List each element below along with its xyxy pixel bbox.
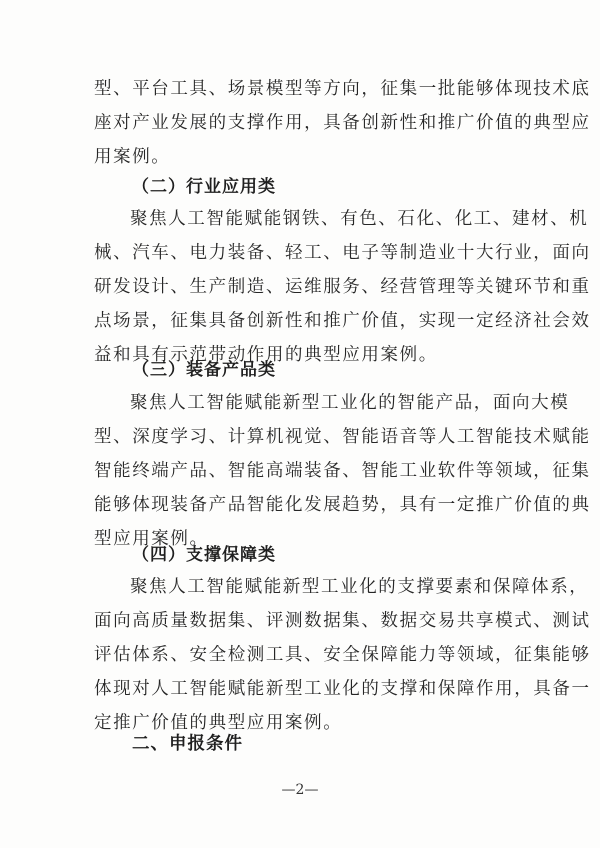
paragraph-line: 智能终端产品、智能高端装备、智能工业软件等领域，征集 <box>94 461 591 481</box>
paragraph-line: 械、汽车、电力装备、轻工、电子等制造业十大行业，面向 <box>94 243 591 263</box>
paragraph-line: 型应用案例。 <box>94 529 209 549</box>
paragraph-line: 研发设计、生产制造、运维服务、经营管理等关键环节和重 <box>94 277 591 297</box>
section-heading-support: （四）支撑保障类 <box>132 545 276 565</box>
section-heading-conditions: 二、申报条件 <box>132 734 243 754</box>
paragraph-line: 评估体系、安全检测工具、安全保障能力等领域，征集能够 <box>94 645 591 665</box>
paragraph-line: 定推广价值的典型应用案例。 <box>94 713 343 733</box>
support-paragraph <box>94 570 591 740</box>
paragraph-line: 型、平台工具、场景模型等方向，征集一批能够体现技术底 <box>94 79 591 99</box>
paragraph-line: 用案例。 <box>94 147 171 167</box>
page-number: —2— <box>281 782 319 798</box>
paragraph-line: 面向高质量数据集、评测数据集、数据交易共享模式、测试 <box>94 611 591 631</box>
equipment-paragraph <box>94 386 591 556</box>
paragraph-line: 聚焦人工智能赋能新型工业化的支撑要素和保障体系， <box>130 577 589 597</box>
paragraph-line: 聚焦人工智能赋能新型工业化的智能产品，面向大模 <box>130 393 570 413</box>
paragraph-line: 能够体现装备产品智能化发展趋势，具有一定推广价值的典 <box>94 495 591 515</box>
section-heading-equipment: （三）装备产品类 <box>132 360 276 380</box>
paragraph-line: 聚焦人工智能赋能钢铁、有色、石化、化工、建材、机 <box>130 209 589 229</box>
paragraph-line: 型、深度学习、计算机视觉、智能语音等人工智能技术赋能 <box>94 427 591 447</box>
industry-paragraph <box>94 202 591 372</box>
paragraph-line: 座对产业发展的支撑作用，具备创新性和推广价值的典型应 <box>94 113 591 133</box>
section-heading-industry: （二）行业应用类 <box>132 177 276 197</box>
intro-continuation-paragraph <box>94 72 591 174</box>
paragraph-line: 点场景，征集具备创新性和推广价值，实现一定经济社会效 <box>94 311 591 331</box>
paragraph-line: 益和具有示范带动作用的典型应用案例。 <box>94 345 438 365</box>
paragraph-line: 体现对人工智能赋能新型工业化的支撑和保障作用，具备一 <box>94 679 591 699</box>
